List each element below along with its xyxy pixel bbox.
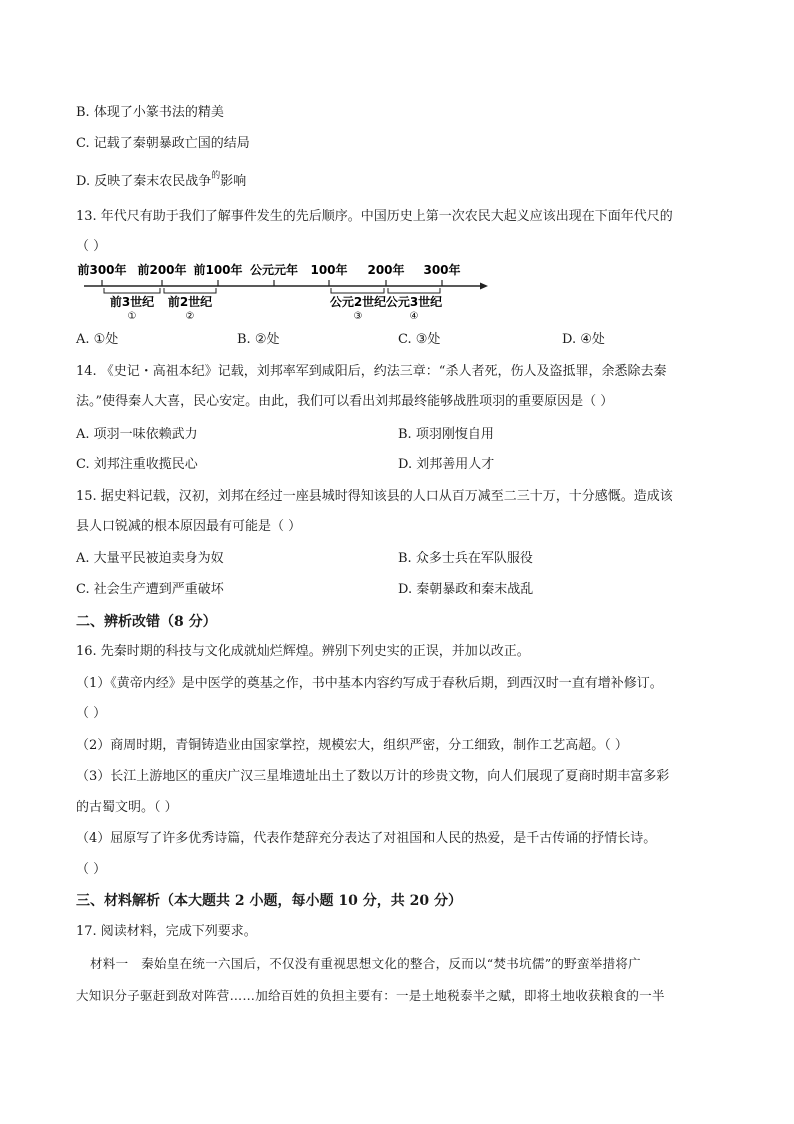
label-100ad: 100年 [310,263,348,277]
marker-4: ④ [409,311,419,322]
q13-stem-line1: 13. 年代尺有助于我们了解事件发生的先后顺序。中国历史上第一次农民大起义应该出现在下面年代尺的 [76,209,673,224]
q12-option-b: B. 体现了小篆书法的精美 [76,105,224,120]
q17-material-1-line2: 大知识分子驱赶到敌对阵营……加给百姓的负担主要有：一是土地税泰半之赋，即将土地收获粮食的一半 [76,988,665,1003]
q13-option-b: B. ②处 [237,332,280,347]
q13-option-d: D. ④处 [562,332,605,347]
label-300ad: 300年 [423,263,461,277]
q14-option-b: B. 项羽刚愎自用 [398,427,494,442]
label-300bc: 前300年 [77,263,127,277]
bracket-3rd-century-ad [388,288,440,293]
q12-option-d-tail: 影响 [220,174,247,189]
q16-item-4-blank: （ ） [76,862,107,877]
q12-option-d-text: D. 反映了秦末农民战争 [76,174,212,189]
q14-option-d: D. 刘邦善用人才 [398,457,495,472]
q15-option-b: B. 众多士兵在军队服役 [398,551,533,566]
q15-option-c: C. 社会生产遭到严重破坏 [76,582,224,597]
q15-option-d: D. 秦朝暴政和秦末战乱 [398,582,534,597]
q15-stem-line1: 15. 据史料记载，汉初，刘邦在经过一座县城时得知该县的人口从百万减至二三十万，十分感慨。造成该 [76,489,673,504]
bracket-2nd-century-bc [164,288,216,293]
century-label-2nd-bc: 前2世纪 [167,295,213,309]
q12-option-d-superscript: 的 [211,171,221,181]
marker-3: ③ [353,311,363,322]
label-100bc: 前100年 [193,263,243,277]
q13-stem-line2: （ ） [76,239,107,254]
century-label-3rd-ad: 公元3世纪 [385,295,443,309]
q12-option-c: C. 记载了秦朝暴政亡国的结局 [76,136,250,151]
q16-item-1-blank: （ ） [76,706,107,721]
q14-stem-line1: 14. 《史记・高祖本纪》记载，刘邦率军到咸阳后，约法三章：“杀人者死，伤人及盗抵罪，余悉除去秦 [76,364,667,379]
label-ad1: 公元元年 [249,263,299,277]
section-3-heading: 三、材料解析（本大题共 2 小题，每小题 10 分，共 20 分） [76,893,462,909]
section-2-heading: 二、辨析改错（8 分） [76,614,217,630]
q12-option-d [76,173,246,192]
q17-material-1-line1: 材料一 秦始皇在统一六国后，不仅没有重视思想文化的整合，反而以“焚书坑儒”的野蛮举措将广 [90,956,641,971]
q16-item-3-line2: 的古蜀文明。（ ） [76,800,178,815]
q16-item-4: （4）屈原写了许多优秀诗篇，代表作楚辞充分表达了对祖国和人民的热爱，是千古传诵的抒情长诗。 [76,831,657,846]
timeline-arrow [480,283,488,290]
q16-item-3-line1: （3）长江上游地区的重庆广汉三星堆遗址出土了数以万计的珍贵文物，向人们展现了夏商时期丰富多彩 [76,769,670,784]
century-label-2nd-ad: 公元2世纪 [329,295,387,309]
q16-item-1: （1）《黄帝内经》是中医学的奠基之作，书中基本内容约写成于春秋后期，到西汉时一直有增补修订。 [76,676,663,691]
q13-option-c: C. ③处 [398,332,441,347]
q15-stem-line2: 县人口锐减的根本原因最有可能是（ ） [76,519,302,534]
year-ruler-timeline [77,262,494,324]
marker-1: ① [127,311,137,322]
q15-option-a: A. 大量平民被迫卖身为奴 [76,551,224,566]
bracket-3rd-century-bc [104,288,160,293]
q14-stem-line2: 法。”使得秦人大喜，民心安定。由此，我们可以看出刘邦最终能够战胜项羽的重要原因是（ ） [76,394,614,409]
q14-option-c: C. 刘邦注重收揽民心 [76,457,198,472]
q13-option-a: A. ①处 [76,332,119,347]
q14-option-a: A. 项羽一味依赖武力 [76,427,198,442]
q16-stem: 16. 先秦时期的科技与文化成就灿烂辉煌。辨别下列史实的正误，并加以改正。 [76,644,530,659]
bracket-2nd-century-ad [331,288,384,293]
label-200bc: 前200年 [137,263,187,277]
q16-item-2: （2）商周时期，青铜铸造业由国家掌控，规模宏大，组织严密，分工细致，制作工艺高超。（ ） [76,738,628,753]
label-200ad: 200年 [367,263,405,277]
q17-stem: 17. 阅读材料，完成下列要求。 [76,924,257,939]
marker-2: ② [185,311,195,322]
century-label-3rd-bc: 前3世纪 [109,295,155,309]
